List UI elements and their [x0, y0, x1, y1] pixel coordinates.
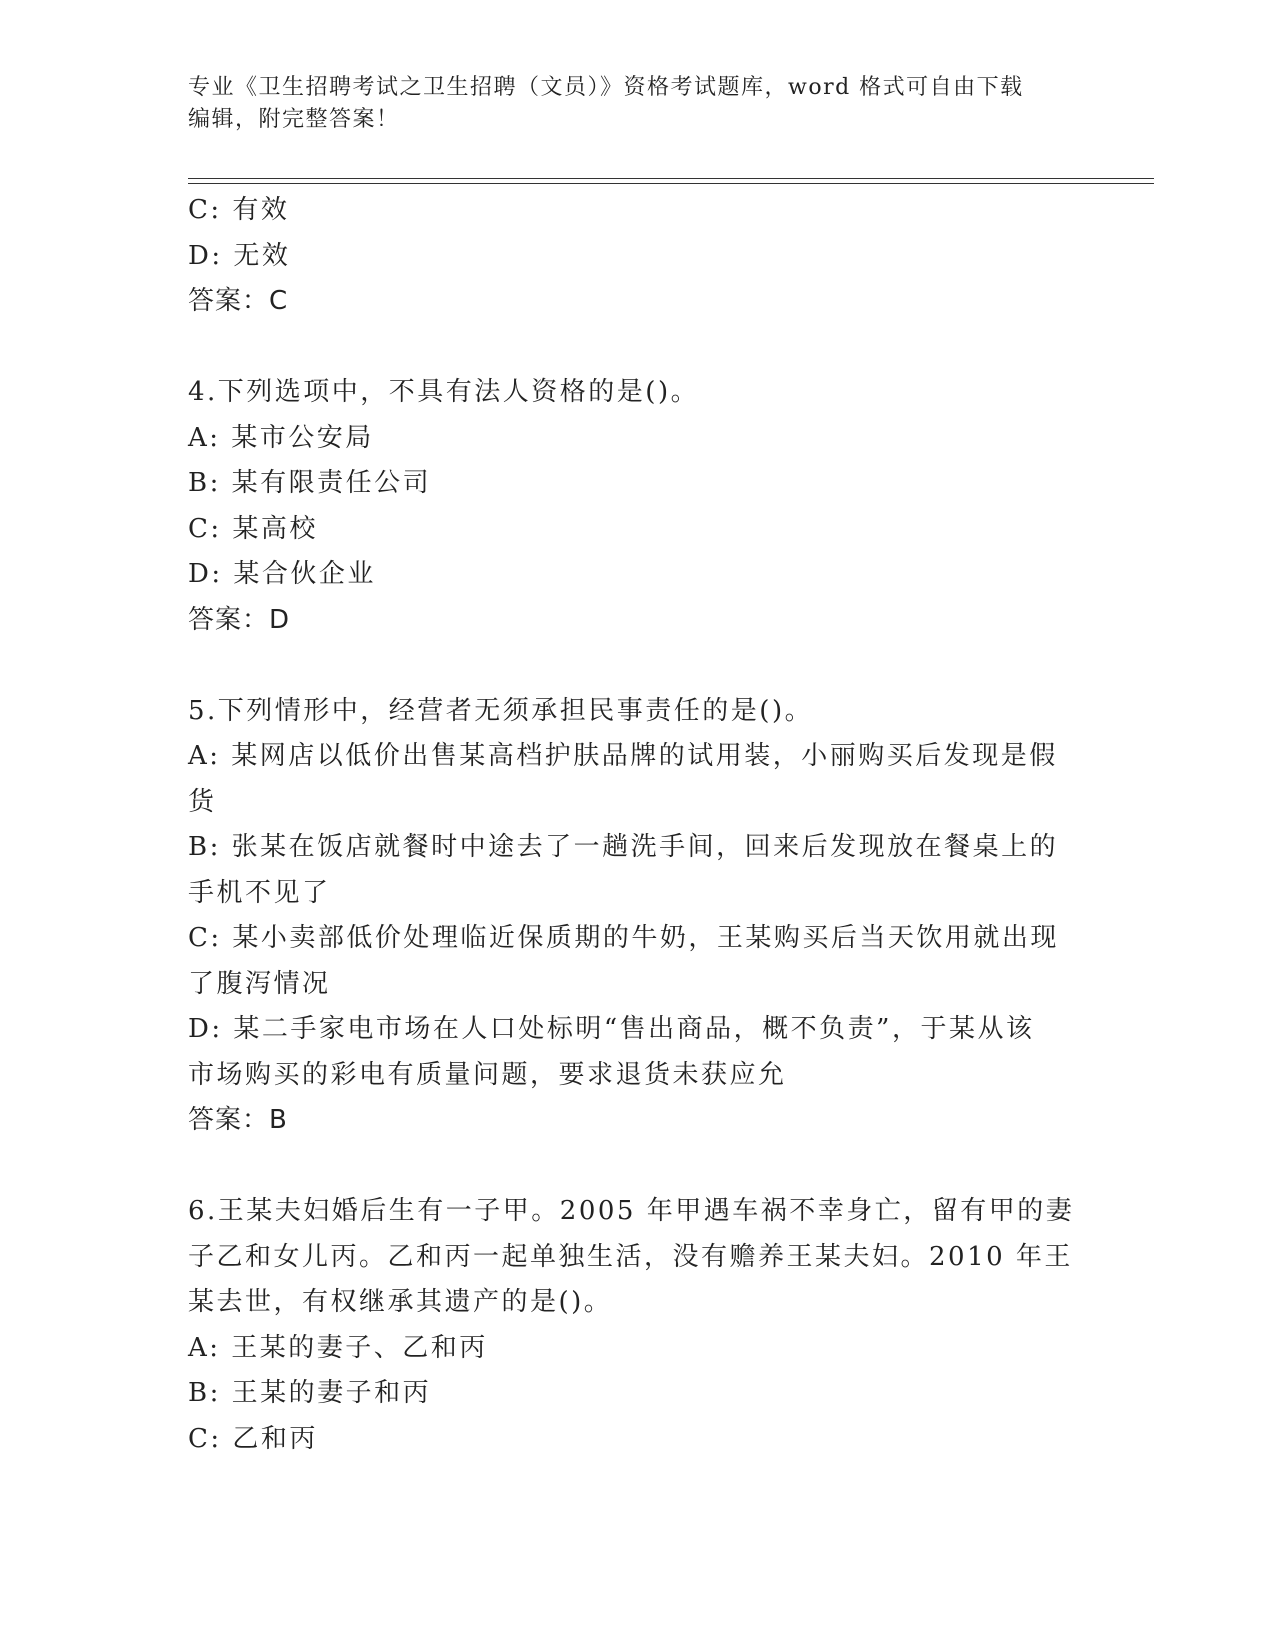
q5-option-c-line-2: 了腹泻情况	[188, 968, 331, 999]
q6-option-c: C: 乙和丙	[188, 1423, 318, 1454]
question-4	[188, 370, 1088, 643]
q4-option-d: D: 某合伙企业	[188, 559, 376, 589]
q5-option-a-line-2: 货	[188, 786, 217, 817]
q4-option-b: B: 某有限责任公司	[188, 468, 432, 498]
q6-question-line-1: 6.王某夫妇婚后生有一子甲。2005 年甲遇车祸不幸身亡，留有甲的妻	[188, 1196, 1075, 1226]
header-rule-bottom	[188, 183, 1154, 184]
q6-option-a: A: 王某的妻子、乙和丙	[188, 1332, 488, 1363]
q5-option-c-line-1: C: 某小卖部低价处理临近保质期的牛奶，王某购买后当天饮用就出现	[188, 923, 1059, 953]
q3-option-c: C: 有效	[188, 195, 290, 225]
q4-option-c: C: 某高校	[188, 513, 318, 544]
q5-question: 5.下列情形中，经营者无须承担民事责任的是()。	[188, 695, 814, 726]
q3-answer: 答案：C	[188, 286, 289, 316]
q6-option-b: B: 王某的妻子和丙	[188, 1378, 432, 1408]
question-list	[188, 188, 1088, 1462]
q6-question-line-3: 某去世，有权继承其遗产的是()。	[188, 1287, 613, 1317]
question-3-tail	[188, 188, 1088, 325]
q5-answer: 答案：B	[188, 1105, 288, 1135]
spacer	[188, 1144, 1088, 1190]
q5-option-a-line-1: A: 某网店以低价出售某高档护肤品牌的试用装，小丽购买后发现是假	[188, 741, 1058, 771]
q5-option-d-line-2: 市场购买的彩电有质量问题，要求退货未获应允	[188, 1059, 787, 1090]
q6-question-line-2: 子乙和女儿丙。乙和丙一起单独生活，没有赡养王某夫妇。2010 年王	[188, 1241, 1073, 1272]
header-line-1: 专业《卫生招聘考试之卫生招聘（文员）》资格考试题库，word 格式可自由下载	[188, 75, 1024, 100]
spacer	[188, 643, 1088, 689]
q4-option-a: A: 某市公安局	[188, 422, 374, 453]
q4-answer: 答案：D	[188, 604, 291, 635]
q5-option-b-line-1: B: 张某在饭店就餐时中途去了一趟洗手间，回来后发现放在餐桌上的	[188, 832, 1059, 862]
spacer	[188, 325, 1088, 371]
document-header	[188, 72, 1068, 136]
header-line-2: 编辑，附完整答案！	[188, 107, 400, 132]
q4-question: 4.下列选项中，不具有法人资格的是()。	[188, 377, 700, 407]
q5-option-b-line-2: 手机不见了	[188, 877, 331, 908]
question-6	[188, 1189, 1088, 1462]
question-5	[188, 689, 1088, 1144]
q3-option-d: D: 无效	[188, 240, 291, 271]
header-rule-top	[188, 178, 1154, 179]
q5-option-d-line-1: D: 某二手家电市场在人口处标明“售出商品，概不负责”，于某从该	[188, 1014, 1035, 1044]
